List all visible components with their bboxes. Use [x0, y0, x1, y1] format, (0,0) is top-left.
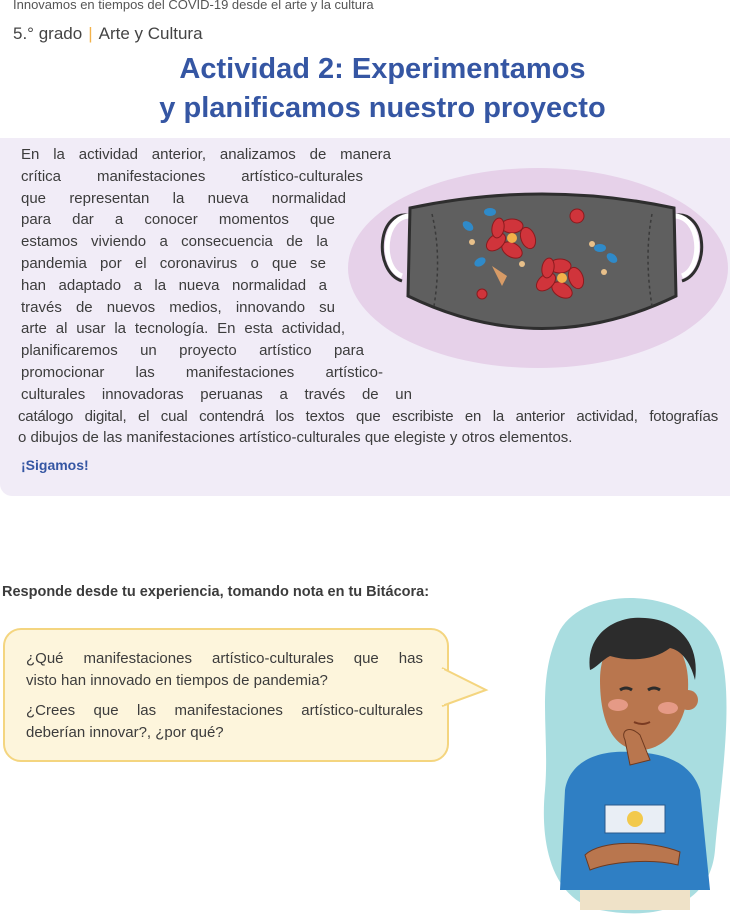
- question-2: [26, 700, 423, 743]
- question-1-line: visto han innovado en tiempos de pandemia?: [26, 671, 328, 689]
- intro-line: catálogo digital, el cual contendrá los textos que escribiste en la anterior actividad, fotografías: [18, 407, 718, 425]
- question-1: [26, 648, 423, 691]
- title-line-2: y planificamos nuestro proyecto: [159, 92, 606, 124]
- activity-title: [0, 50, 730, 128]
- question-1-line: ¿Qué manifestaciones artístico-culturales que has: [26, 650, 423, 667]
- intro-line: han adaptado a la nueva normalidad a: [21, 276, 327, 294]
- intro-line: promocionar las manifestaciones artístico-: [21, 363, 383, 381]
- separator: |: [88, 24, 93, 43]
- question-2-line: deberían innovar?, ¿por qué?: [26, 723, 224, 741]
- running-head: Innovamos en tiempos del COVID-19 desde el arte y la cultura: [13, 0, 374, 12]
- intro-line: través de nuevos medios, innovando su: [21, 298, 335, 316]
- intro-line: En la actividad anterior, analizamos de manera: [21, 146, 391, 163]
- thinking-boy-illustration: [530, 590, 730, 917]
- subject-label: Arte y Cultura: [98, 24, 203, 43]
- question-2-line: ¿Crees que las manifestaciones artístico-culturales: [26, 702, 423, 719]
- prompt-heading: Responde desde tu experiencia, tomando nota en tu Bitácora:: [2, 584, 430, 600]
- intro-line: culturales innovadoras peruanas a través de un: [21, 385, 412, 403]
- speech-bubble-tail: [440, 660, 490, 710]
- grade-label: 5.° grado: [13, 24, 83, 43]
- intro-paragraph: [18, 144, 726, 449]
- intro-line: estamos viviendo a consecuencia de la: [21, 233, 328, 251]
- title-line-1: Actividad 2: Experimentamos: [179, 53, 586, 85]
- intro-line: o dibujos de las manifestaciones artístico-culturales que elegiste y otros elementos.: [18, 429, 573, 447]
- grade-subject-line: [13, 24, 203, 44]
- intro-line: que representan la nueva normalidad: [21, 189, 346, 207]
- intro-line: arte al usar la tecnología. En esta actividad,: [21, 320, 345, 338]
- intro-line: crítica manifestaciones artístico-culturales: [21, 167, 363, 185]
- intro-line: planificaremos un proyecto artístico para: [21, 342, 364, 360]
- intro-line: para dar a conocer momentos que: [21, 211, 335, 229]
- intro-line: pandemia por el coronavirus o que se: [21, 254, 326, 272]
- lets-go-label: ¡Sigamos!: [21, 457, 89, 473]
